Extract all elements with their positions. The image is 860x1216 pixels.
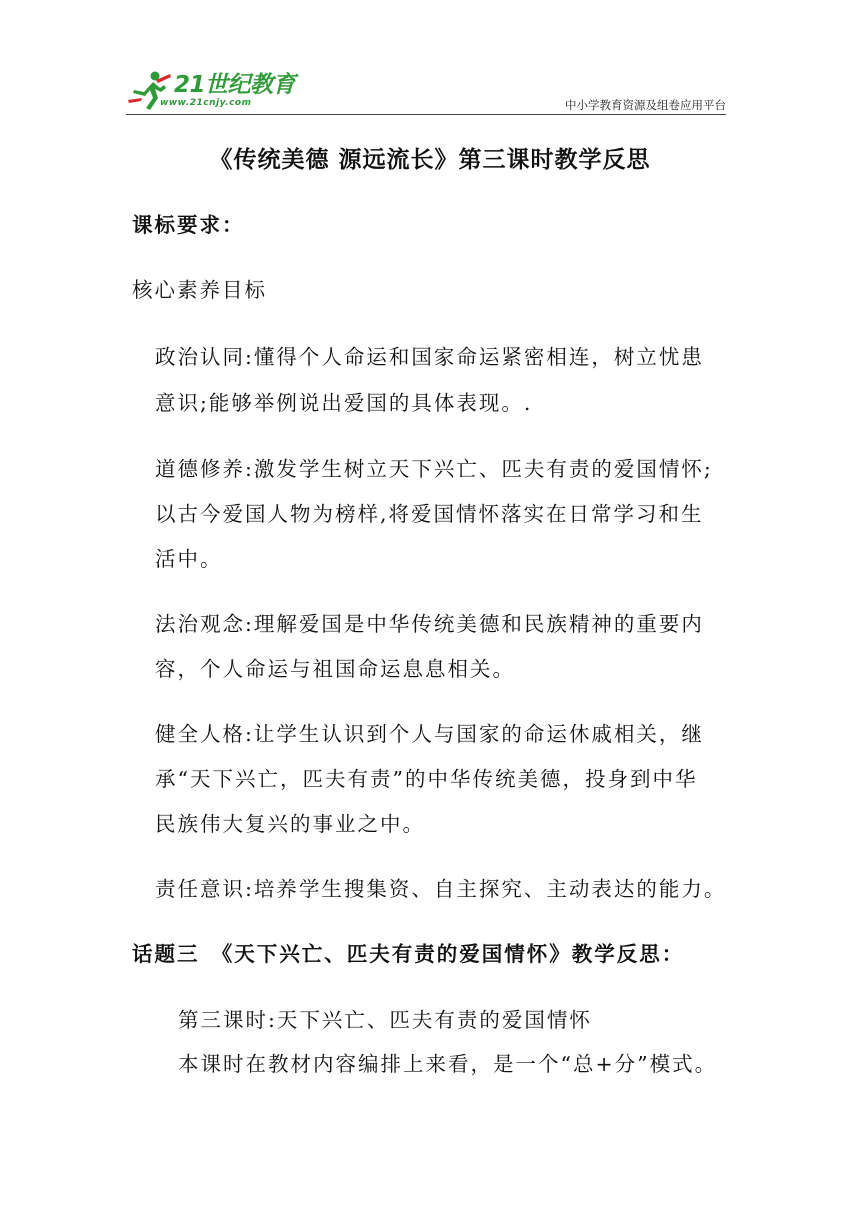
page-header [126, 68, 726, 116]
header-tagline: 中小学教育资源及组卷应用平台 [565, 98, 726, 112]
site-logo [126, 68, 296, 116]
paragraph-line: 法治观念:理解爱国是中华传统美德和民族精神的重要内 [155, 612, 704, 636]
paragraph-line: 活中。 [155, 547, 223, 571]
document-title: 《传统美德 源远流长》第三课时教学反思 [209, 146, 651, 173]
paragraph-line: 本课时在教材内容编排上来看，是一个“总+分”模式。 [178, 1052, 718, 1076]
paragraph-line: 健全人格:让学生认识到个人与国家的命运休戚相关，继 [155, 722, 704, 746]
paragraph-line: 承“天下兴亡，匹夫有责”的中华传统美德，投身到中华 [155, 767, 698, 791]
paragraph-line: 民族伟大复兴的事业之中。 [155, 812, 425, 836]
paragraph-line: 意识;能够举例说出爱国的具体表现。. [155, 391, 533, 415]
subheading-core-literacy: 核心素养目标 [132, 278, 267, 302]
paragraph-line: 以古今爱国人物为榜样,将爱国情怀落实在日常学习和生 [155, 502, 704, 526]
lesson-subtitle: 第三课时:天下兴亡、匹夫有责的爱国情怀 [178, 1008, 592, 1032]
paragraph-line: 责任意识:培养学生搜集资、自主探究、主动表达的能力。 [155, 877, 727, 901]
logo-url: www.21cnjy.com [160, 98, 252, 108]
section-heading-curriculum: 课标要求： [132, 213, 245, 237]
header-divider [126, 114, 726, 115]
paragraph-line: 道德修养:激发学生树立天下兴亡、匹夫有责的爱国情怀; [155, 457, 713, 481]
paragraph-line: 政治认同:懂得个人命运和国家命运紧密相连，树立忧患 [155, 345, 704, 369]
logo-text: 21世纪教育 [174, 72, 296, 98]
section-heading-topic-three: 话题三 《天下兴亡、匹夫有责的爱国情怀》教学反思： [132, 942, 685, 966]
paragraph-line: 容，个人命运与祖国命运息息相关。 [155, 657, 515, 681]
